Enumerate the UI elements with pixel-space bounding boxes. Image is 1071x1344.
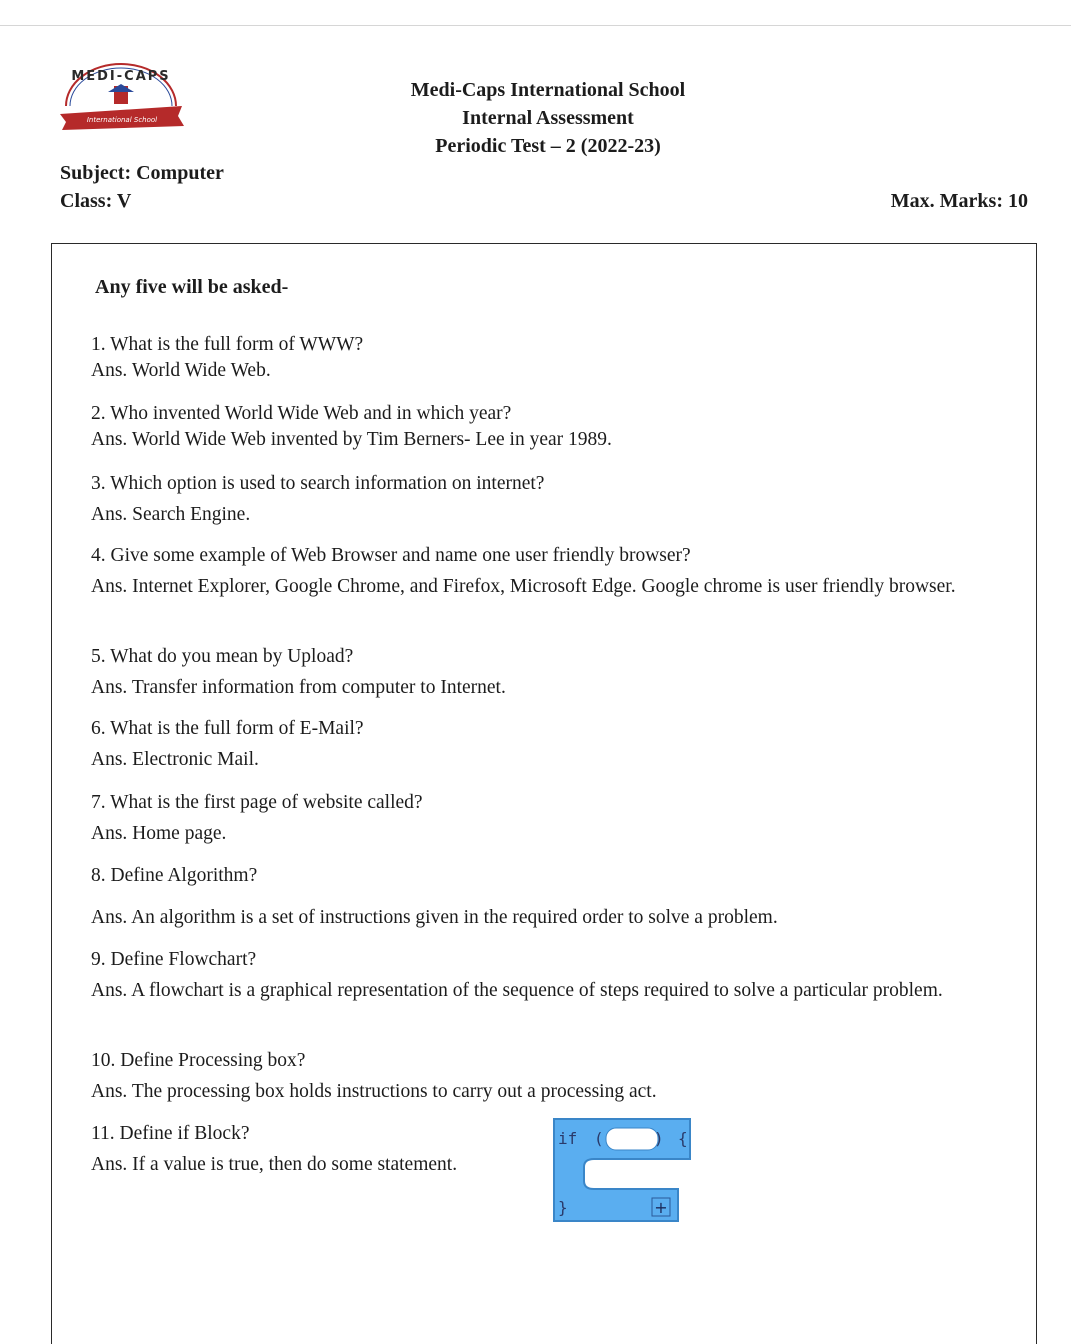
subject-label: Subject: Computer — [60, 162, 224, 184]
question-3: 3. Which option is used to search information on internet? — [91, 473, 545, 494]
test-title: Periodic Test – 2 (2022-23) — [435, 135, 661, 157]
answer-4: Ans. Internet Explorer, Google Chrome, and Firefox, Microsoft Edge. Google chrome is user friendly browser. — [91, 576, 956, 597]
answer-7: Ans. Home page. — [91, 823, 227, 844]
question-11: 11. Define if Block? — [91, 1123, 250, 1144]
question-9: 9. Define Flowchart? — [91, 949, 257, 970]
answer-6: Ans. Electronic Mail. — [91, 749, 259, 770]
school-name: Medi-Caps International School — [410, 79, 686, 101]
answer-10: Ans. The processing box holds instructions to carry out a processing act. — [91, 1081, 657, 1102]
max-marks-label: Max. Marks: 10 — [890, 190, 1028, 212]
question-6: 6. What is the full form of E-Mail? — [91, 718, 364, 739]
class-label: Class: V — [60, 190, 132, 212]
answer-1: Ans. World Wide Web. — [91, 360, 271, 381]
if-open-brace: { — [678, 1129, 688, 1148]
instruction: Any five will be asked- — [95, 276, 289, 298]
condition-slot — [606, 1128, 658, 1150]
question-1: 1. What is the full form of WWW? — [91, 334, 364, 355]
answer-5: Ans. Transfer information from computer to Internet. — [91, 677, 506, 698]
question-4: 4. Give some example of Web Browser and name one user friendly browser? — [91, 545, 691, 566]
answer-11: Ans. If a value is true, then do some statement. — [91, 1154, 458, 1175]
assessment-title: Internal Assessment — [462, 107, 634, 129]
top-divider — [0, 25, 1071, 26]
if-open-paren: ( — [594, 1129, 604, 1148]
question-8: 8. Define Algorithm? — [91, 865, 258, 886]
question-7: 7. What is the first page of website called? — [91, 792, 423, 813]
if-close-paren: ) — [654, 1129, 664, 1148]
answer-2: Ans. World Wide Web invented by Tim Berners- Lee in year 1989. — [91, 429, 612, 450]
answer-3: Ans. Search Engine. — [91, 504, 251, 525]
answer-8: Ans. An algorithm is a set of instructions given in the required order to solve a problem. — [91, 907, 778, 928]
plus-icon: + — [654, 1198, 668, 1217]
document-header — [348, 76, 748, 160]
if-keyword: if — [558, 1129, 578, 1148]
answer-9: Ans. A flowchart is a graphical representation of the sequence of steps required to solve a particular problem. — [91, 980, 943, 1001]
logo-banner-text: International School — [86, 116, 158, 124]
school-logo — [56, 56, 186, 136]
question-10: 10. Define Processing box? — [91, 1050, 306, 1071]
question-2: 2. Who invented World Wide Web and in which year? — [91, 403, 512, 424]
if-block-illustration — [550, 1115, 695, 1230]
if-close-brace: } — [558, 1198, 568, 1217]
logo-top-text: MEDI-CAPS — [71, 69, 171, 84]
question-5: 5. What do you mean by Upload? — [91, 646, 354, 667]
